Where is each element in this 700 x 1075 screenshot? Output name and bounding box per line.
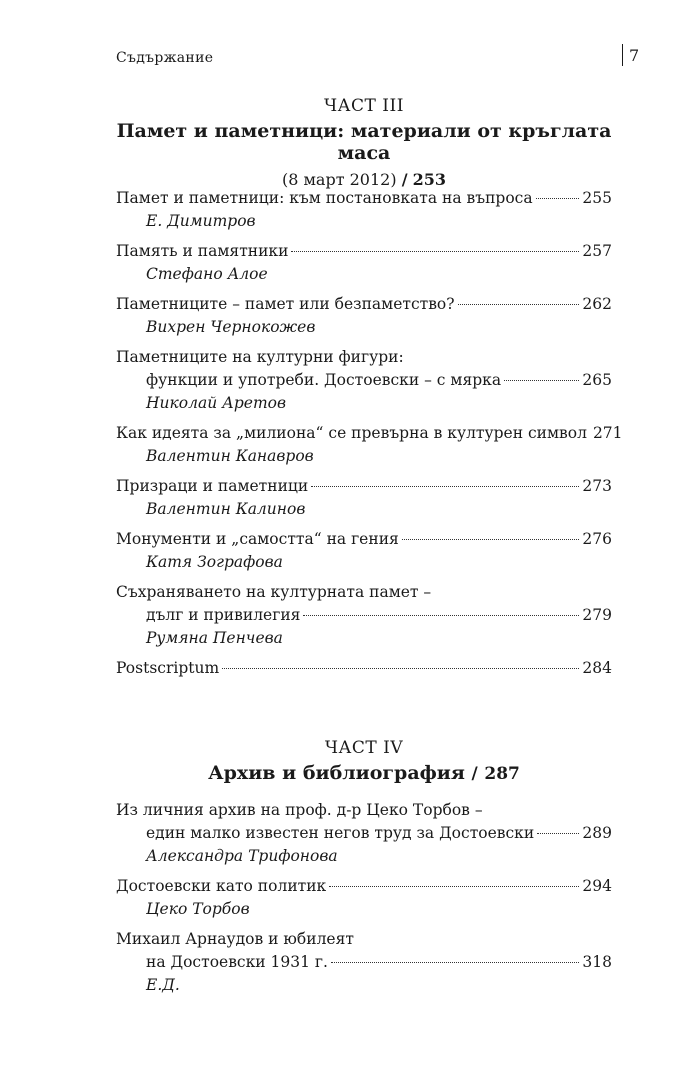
part3-slash: / xyxy=(401,170,408,189)
toc-entry-line xyxy=(116,928,612,951)
toc-entry-page: 262 xyxy=(582,295,612,313)
toc-entry-title: функции и употреби. Достоевски – с мярка xyxy=(146,371,502,389)
toc-entry-author: Румяна Пенчева xyxy=(146,629,283,647)
part4-label: ЧАСТ IV xyxy=(324,738,404,758)
toc-entry-title: Призраци и паметници xyxy=(116,477,309,495)
part4-page: 287 xyxy=(484,764,520,784)
toc-entry-author: Валентин Калинов xyxy=(146,500,306,518)
toc-entry-line xyxy=(116,875,612,898)
dot-leader xyxy=(536,198,580,199)
toc-entry-title: Из личния архив на проф. д-р Цеко Торбов – xyxy=(116,801,483,819)
toc-entry xyxy=(116,875,612,921)
toc-entry-title: Михаил Арнаудов и юбилеят xyxy=(116,930,354,948)
toc-entry xyxy=(116,240,612,286)
toc-entry-line xyxy=(116,951,612,974)
toc-entry xyxy=(116,799,612,868)
toc-entry-line xyxy=(116,369,612,392)
header-divider xyxy=(622,44,623,66)
toc-entry-line xyxy=(116,581,612,604)
part3-toc xyxy=(116,187,623,687)
toc-entry-title: Съхраняването на културната памет – xyxy=(116,583,432,601)
toc-entry-title: Память и памятники xyxy=(116,242,289,260)
toc-entry-title: Как идеята за „милиона“ се превърна в културен символ xyxy=(116,424,587,442)
toc-entry-line xyxy=(116,240,612,263)
toc-entry-title: Паметниците на културни фигури: xyxy=(116,348,404,366)
toc-entry-line xyxy=(116,822,612,845)
toc-entry xyxy=(116,422,623,468)
toc-entry-title: дълг и привилегия xyxy=(146,606,301,624)
part4-toc xyxy=(116,799,612,1004)
toc-entry-page: 289 xyxy=(582,824,612,842)
toc-entry-page: 265 xyxy=(582,371,612,389)
toc-entry-line xyxy=(116,346,612,369)
toc-entry-page: 271 xyxy=(592,424,623,442)
dot-leader xyxy=(291,251,579,252)
toc-entry-page: 294 xyxy=(582,877,612,895)
toc-entry-page: 276 xyxy=(582,530,612,548)
toc-entry-page: 284 xyxy=(582,659,612,677)
toc-entry xyxy=(116,187,612,233)
part3-page: 253 xyxy=(412,170,447,189)
part3-heading xyxy=(116,96,612,189)
toc-entry xyxy=(116,657,612,680)
toc-entry-author: Е.Д. xyxy=(146,976,180,994)
dot-leader xyxy=(458,304,580,305)
toc-entry xyxy=(116,528,612,574)
toc-entry-title: Достоевски като политик xyxy=(116,877,327,895)
toc-entry-page: 318 xyxy=(582,953,612,971)
dot-leader xyxy=(537,833,579,834)
toc-entry-author: Николай Аретов xyxy=(146,394,286,412)
toc-entry-title: на Достоевски 1931 г. xyxy=(146,953,328,971)
toc-entry-title: Памет и паметници: към постановката на въпроса xyxy=(116,189,533,207)
toc-entry-line xyxy=(116,293,612,316)
toc-entry-author: Е. Димитров xyxy=(146,212,256,230)
toc-entry-title: Монументи и „самостта“ на гения xyxy=(116,530,399,548)
toc-entry-author: Валентин Канавров xyxy=(146,447,314,465)
part3-date: (8 март 2012) xyxy=(281,170,397,189)
dot-leader xyxy=(222,668,579,669)
dot-leader xyxy=(331,962,579,963)
page-number-text: 7 xyxy=(629,45,640,65)
page-number xyxy=(622,44,639,66)
toc-entry-page: 255 xyxy=(582,189,612,207)
toc-entry-page: 257 xyxy=(582,242,612,260)
running-header: Съдържание xyxy=(116,50,214,66)
toc-entry-author: Стефано Алое xyxy=(146,265,268,283)
part4-heading xyxy=(116,738,612,784)
toc-entry-author: Александра Трифонова xyxy=(146,847,338,865)
toc-entry xyxy=(116,346,612,415)
toc-entry-line xyxy=(116,475,612,498)
toc-entry xyxy=(116,928,612,997)
toc-entry-page: 273 xyxy=(582,477,612,495)
part4-title: Архив и библиография xyxy=(208,762,465,784)
toc-entry-title: Postscriptum xyxy=(116,659,220,677)
toc-entry-author: Вихрен Чернокожев xyxy=(146,318,316,336)
toc-entry-line xyxy=(116,657,612,680)
part3-title: Памет и паметници: материали от кръглата маса xyxy=(116,120,612,164)
toc-entry-line xyxy=(116,528,612,551)
toc-entry xyxy=(116,293,612,339)
toc-entry-line xyxy=(116,604,612,627)
part4-title-line xyxy=(116,762,612,784)
part3-label: ЧАСТ III xyxy=(324,96,404,116)
toc-entry xyxy=(116,475,612,521)
dot-leader xyxy=(504,380,579,381)
toc-entry-line xyxy=(116,422,623,445)
toc-entry-author: Цеко Торбов xyxy=(146,900,250,918)
dot-leader xyxy=(303,615,579,616)
dot-leader xyxy=(329,886,579,887)
part4-slash: / xyxy=(471,764,478,784)
toc-entry-author: Катя Зографова xyxy=(146,553,283,571)
toc-entry-page: 279 xyxy=(582,606,612,624)
toc-entry xyxy=(116,581,612,650)
dot-leader xyxy=(311,486,579,487)
toc-entry-title: един малко известен негов труд за Достоевски xyxy=(146,824,535,842)
toc-entry-line xyxy=(116,799,612,822)
toc-entry-line xyxy=(116,187,612,210)
dot-leader xyxy=(402,539,580,540)
toc-entry-title: Паметниците – памет или безпаметство? xyxy=(116,295,455,313)
